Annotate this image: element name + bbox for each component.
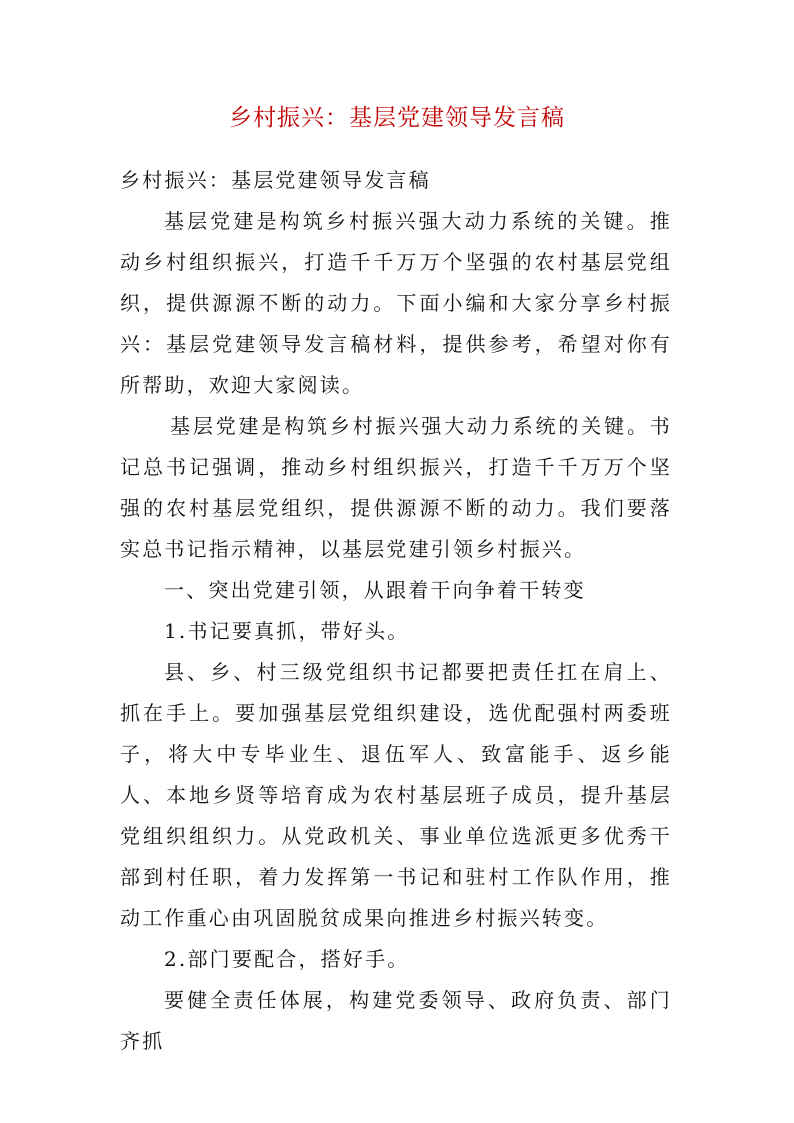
section-heading: 一、突出党建引领，从跟着干向争着干转变 [164,578,586,602]
body-paragraph: 基层党建是构筑乡村振兴强大动力系统的关键。书记总书记强调，推动乡村组织振兴，打造千千万万个坚强的农村基层党组织，提供源源不断的动力。我们要落实总书记指示精神，以基层党建引领乡村振兴。 [120,414,672,561]
subsection-heading: 1.书记要真抓，带好头。 [164,619,410,643]
body-paragraph: 要健全责任体展，构建党委领导、政府负责、部门齐抓 [120,988,672,1053]
document-title: 乡村振兴：基层党建领导发言稿 [229,105,565,131]
body-paragraph: 县、乡、村三级党组织书记都要把责任扛在肩上、抓在手上。要加强基层党组织建设，选优配强村两委班子，将大中专毕业生、退伍军人、致富能手、返乡能人、本地乡贤等培育成为农村基层班子成员，提升基层党组织组织力。从党政机关、事业单位选派更多优秀干部到村任职，着力发挥第一书记和驻村工作队作用，推动工作重心由巩固脱贫成果向推进乡村振兴转变。 [120,660,672,930]
intro-paragraph: 基层党建是构筑乡村振兴强大动力系统的关键。推动乡村组织振兴，打造千千万万个坚强的农村基层党组织，提供源源不断的动力。下面小编和大家分享乡村振兴：基层党建领导发言稿材料，提供参考，希望对你有所帮助，欢迎大家阅读。 [120,209,672,397]
subsection-heading: 2.部门要配合，搭好手。 [164,947,410,971]
document-body [120,160,672,1062]
subtitle-paragraph: 乡村振兴：基层党建领导发言稿 [120,168,431,192]
